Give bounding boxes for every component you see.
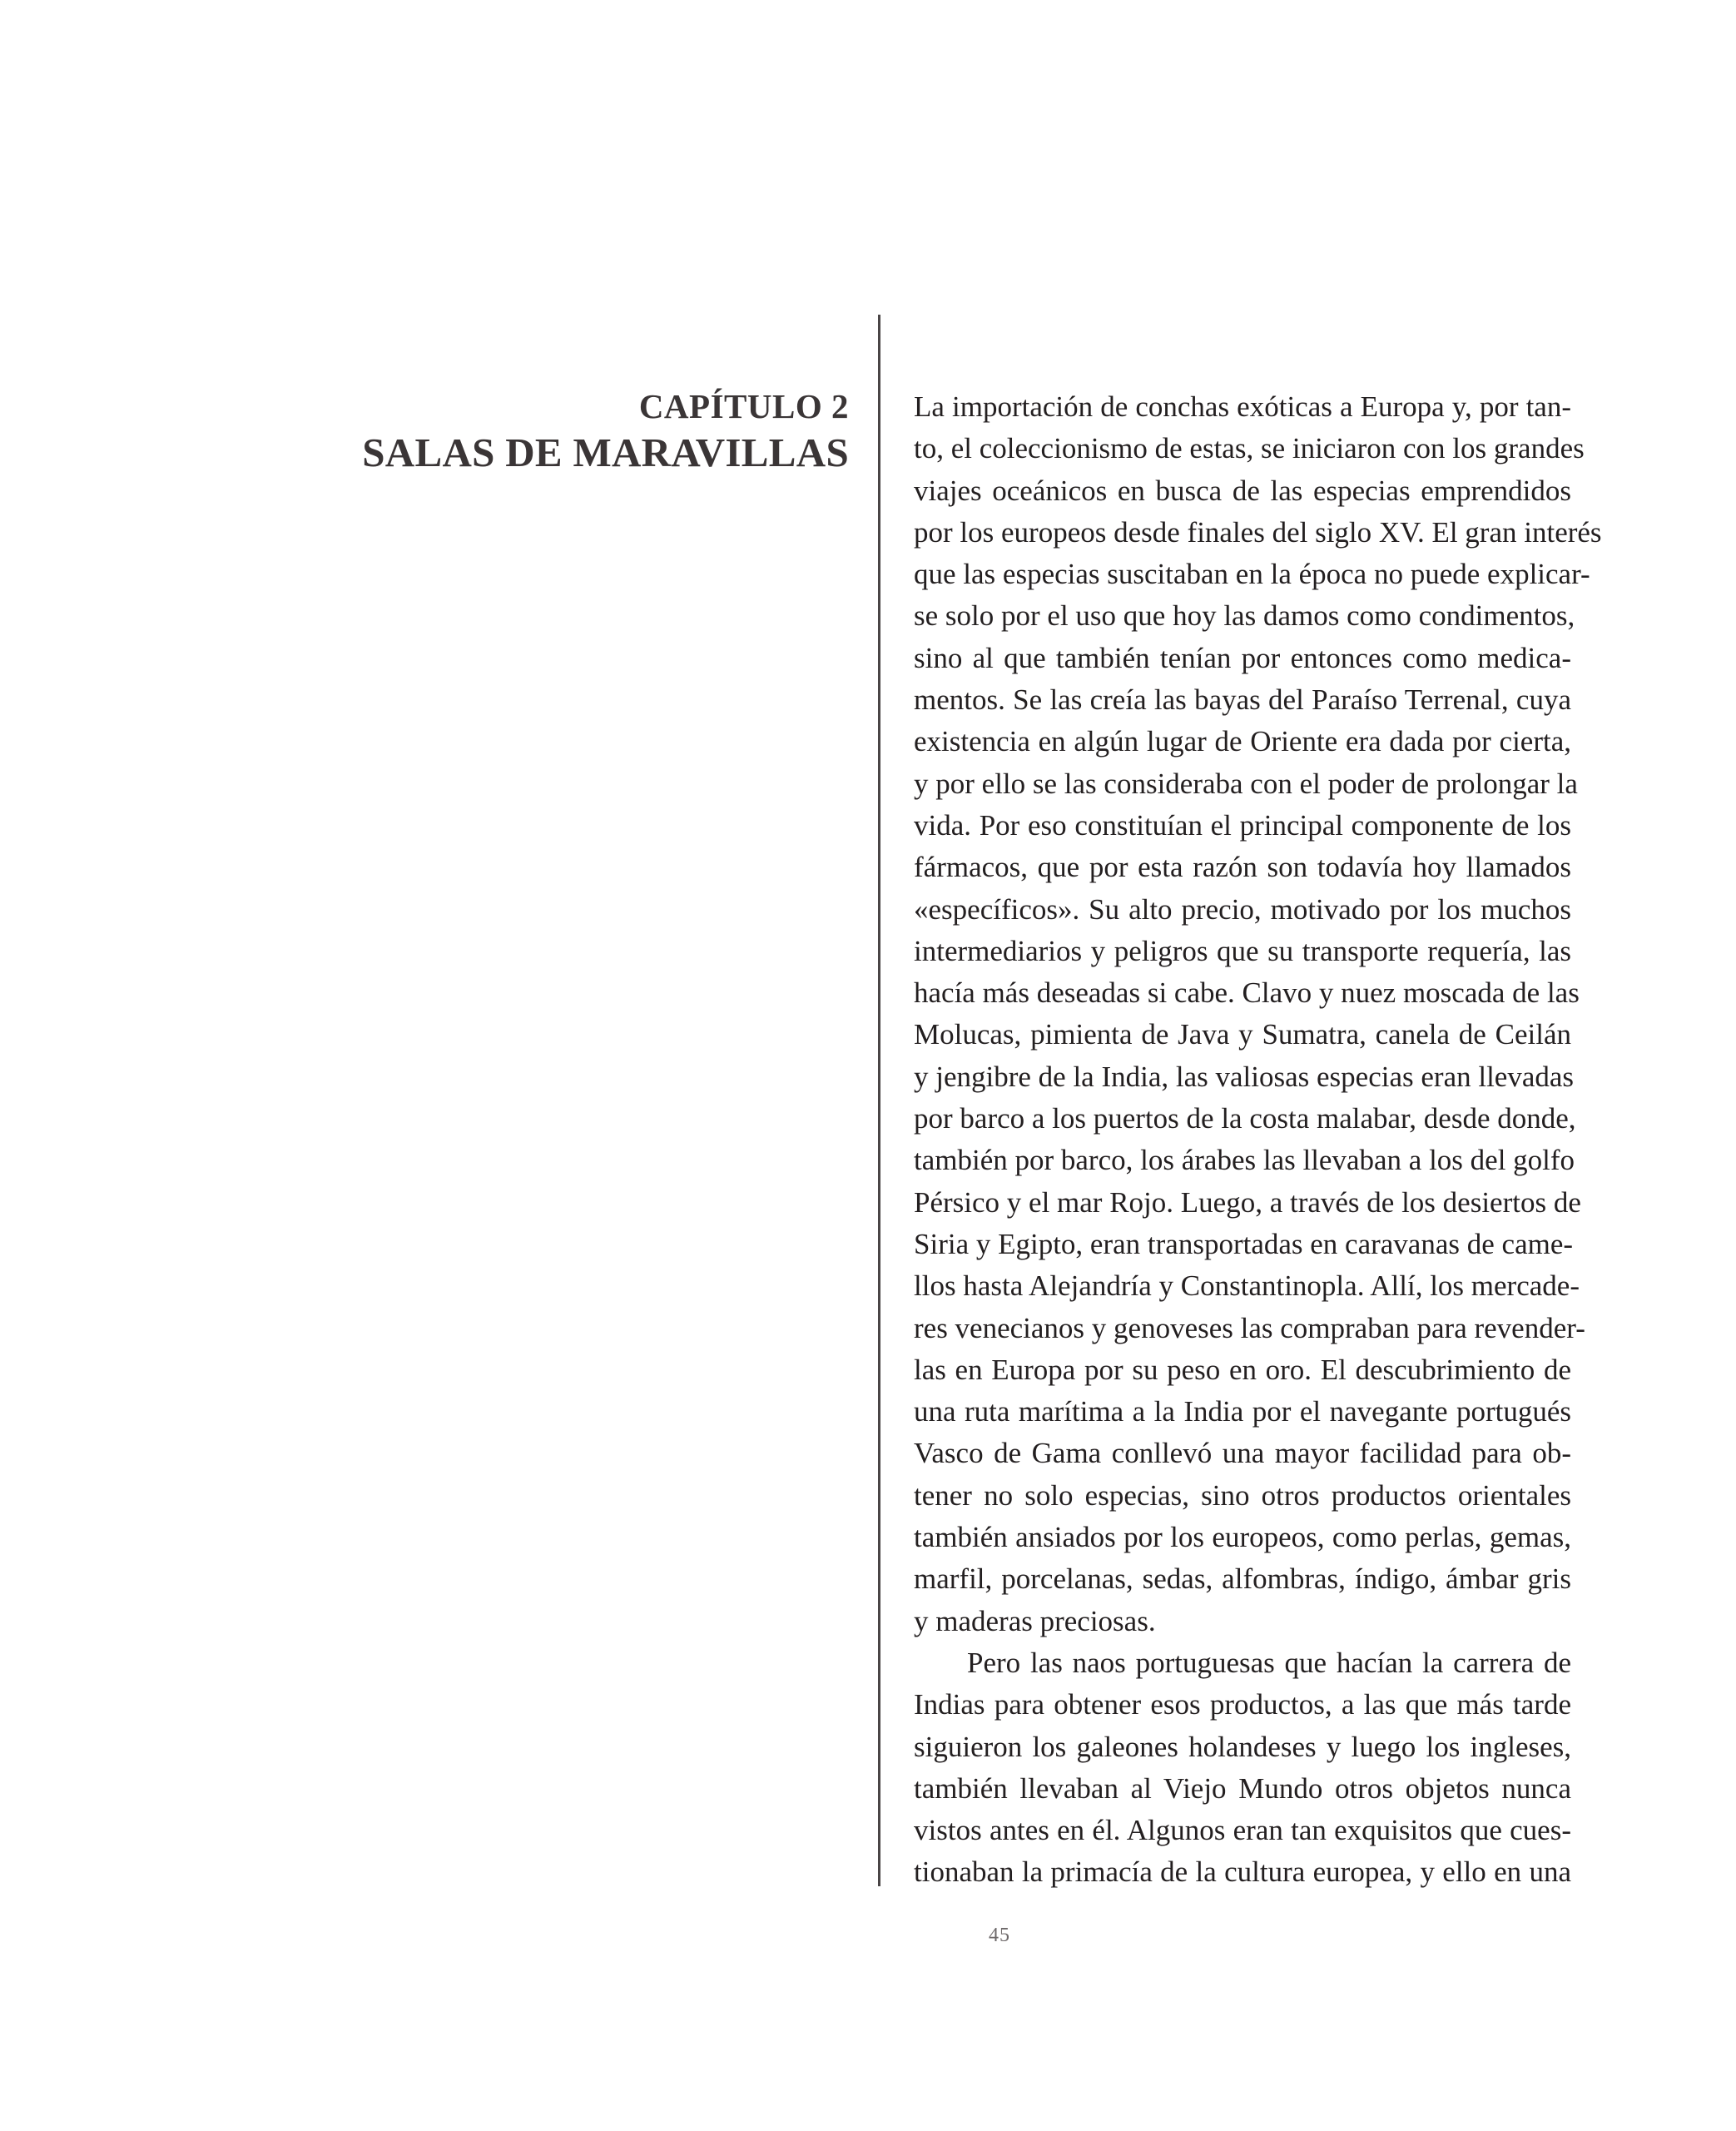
page-number: 45 <box>989 1925 1010 1946</box>
text-line: fármacos, que por esta razón son todavía hoy llamados <box>914 851 1571 884</box>
text-line: también llevaban al Viejo Mundo otros objetos nunca <box>914 1771 1571 1805</box>
text-line: vistos antes en él. Algunos eran tan exquisitos que cues- <box>914 1814 1571 1847</box>
text-line: Vasco de Gama conllevó una mayor facilidad para ob- <box>914 1437 1571 1470</box>
text-line: mentos. Se las creía las bayas del Paraíso Terrenal, cuya <box>914 683 1571 717</box>
text-line: viajes oceánicos en busca de las especias emprendidos <box>914 474 1571 507</box>
text-line: Molucas, pimienta de Java y Sumatra, canela de Ceilán <box>914 1018 1571 1051</box>
text-line: por los europeos desde finales del siglo XV. El gran interés <box>914 515 1602 549</box>
text-line: Pérsico y el mar Rojo. Luego, a través de los desiertos de <box>914 1185 1581 1219</box>
text-line: se solo por el uso que hoy las damos como condimentos, <box>914 599 1575 633</box>
chapter-title: SALAS DE MARAVILLAS <box>362 430 849 475</box>
chapter-label: CAPÍTULO 2 <box>638 387 849 425</box>
text-line: y por ello se las consideraba con el poder de prolongar la <box>914 767 1578 800</box>
text-line: to, el coleccionismo de estas, se iniciaron con los grandes <box>914 432 1585 465</box>
text-line: existencia en algún lugar de Oriente era dada por cierta, <box>914 725 1571 758</box>
text-line: también ansiados por los europeos, como perlas, gemas, <box>914 1521 1571 1554</box>
paragraph <box>914 386 1602 1642</box>
text-line: las en Europa por su peso en oro. El descubrimiento de <box>914 1353 1571 1386</box>
text-line: tener no solo especias, sino otros productos orientales <box>914 1478 1571 1512</box>
text-line: «específicos». Su alto precio, motivado por los muchos <box>914 892 1571 926</box>
text-line: La importación de conchas exóticas a Europa y, por tan- <box>914 390 1571 423</box>
text-line: vida. Por eso constituían el principal componente de los <box>914 808 1571 842</box>
text-line: intermediarios y peligros que su transporte requería, las <box>914 934 1571 967</box>
text-line: llos hasta Alejandría y Constantinopla. Allí, los mercade- <box>914 1269 1580 1303</box>
text-line: que las especias suscitaban en la época no puede explicar- <box>914 558 1590 591</box>
text-line: y maderas preciosas. <box>914 1604 1156 1637</box>
text-line: Indias para obtener esos productos, a las que más tarde <box>914 1688 1571 1721</box>
text-line: sino al que también tenían por entonces como medica- <box>914 641 1571 674</box>
text-line: Pero las naos portuguesas que hacían la carrera de <box>967 1646 1571 1679</box>
text-line: Siria y Egipto, eran transportadas en caravanas de came- <box>914 1227 1574 1260</box>
text-line: por barco a los puertos de la costa malabar, desde donde, <box>914 1102 1576 1135</box>
chapter-heading <box>362 385 849 478</box>
text-line: tionaban la primacía de la cultura europea, y ello en una <box>914 1855 1571 1889</box>
text-line: hacía más deseadas si cabe. Clavo y nuez moscada de las <box>914 976 1580 1010</box>
text-line: res venecianos y genoveses las compraban para revender- <box>914 1311 1585 1344</box>
text-line: marfil, porcelanas, sedas, alfombras, índigo, ámbar gris <box>914 1562 1571 1596</box>
text-line: una ruta marítima a la India por el navegante portugués <box>914 1395 1571 1428</box>
text-line: siguieron los galeones holandeses y luego los ingleses, <box>914 1730 1571 1763</box>
text-line: también por barco, los árabes las llevaban a los del golfo <box>914 1144 1575 1177</box>
paragraph <box>914 1642 1571 1894</box>
text-line: y jengibre de la India, las valiosas especias eran llevadas <box>914 1060 1575 1093</box>
body-text <box>914 386 1602 1894</box>
column-divider <box>878 315 880 1886</box>
